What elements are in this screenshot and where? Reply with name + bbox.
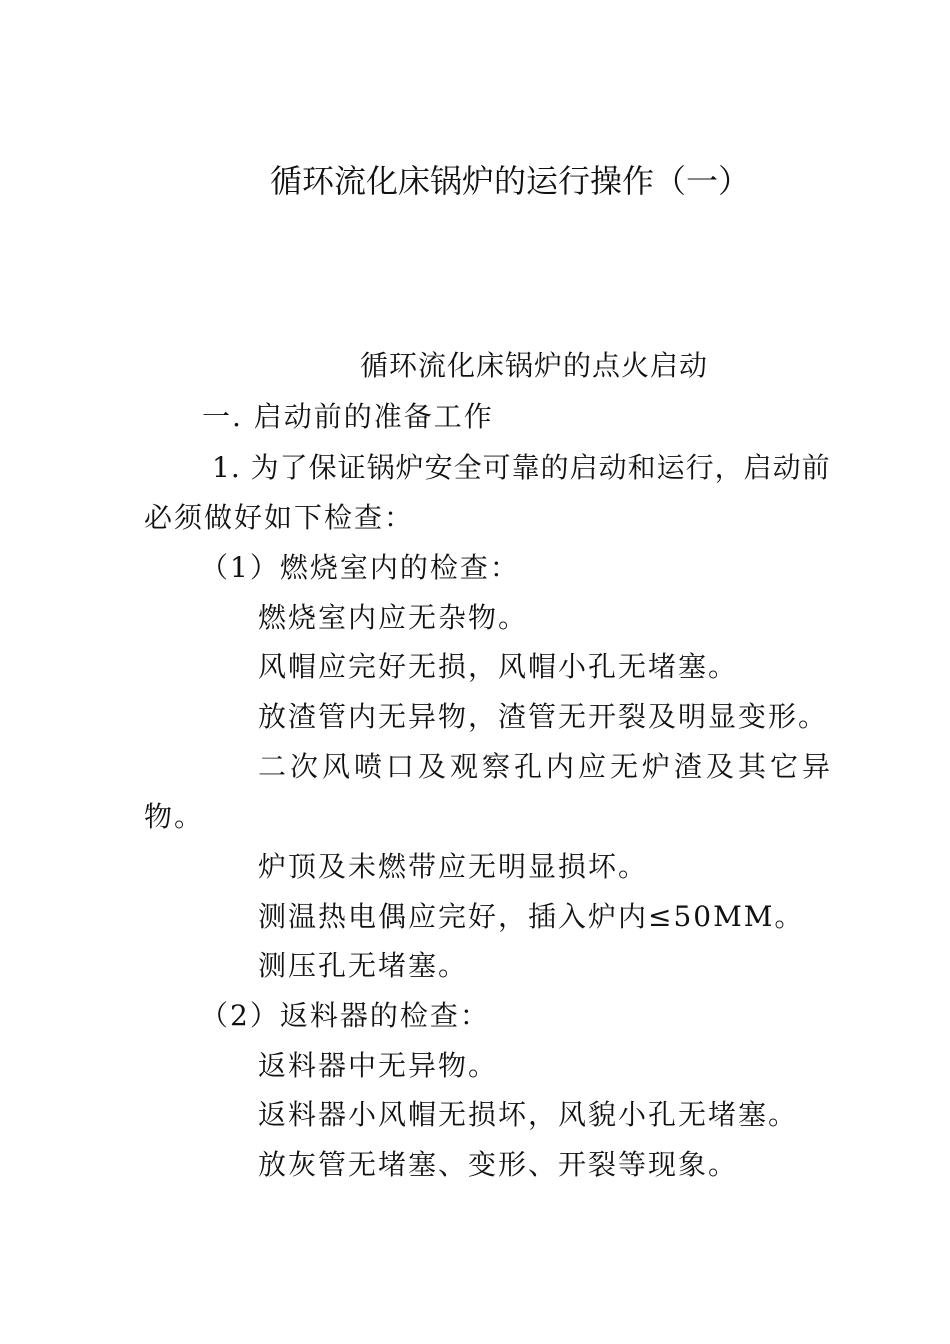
text-line: 炉顶及未燃带应无明显损坏。 bbox=[258, 850, 649, 883]
text-line: 测温热电偶应完好，插入炉内≤50MM。 bbox=[258, 900, 805, 933]
text-line: 测压孔无堵塞。 bbox=[258, 949, 469, 982]
text-line: 放渣管内无异物，渣管无开裂及明显变形。 bbox=[258, 700, 829, 733]
text-line: 风帽应完好无损，风帽小孔无堵塞。 bbox=[258, 650, 739, 683]
text-line: 返料器小风帽无损坏，风貌小孔无堵塞。 bbox=[258, 1098, 799, 1131]
text-line: 返料器中无异物。 bbox=[258, 1049, 499, 1082]
text-line: 物。 bbox=[144, 800, 205, 833]
text-line: 二次风喷口及观察孔内应无炉渣及其它异 bbox=[258, 750, 835, 783]
text-line: 燃烧室内应无杂物。 bbox=[258, 601, 529, 634]
text-line: 必须做好如下检查： bbox=[144, 501, 415, 534]
text-line: 1. 为了保证锅炉安全可靠的启动和运行，启动前 bbox=[212, 451, 831, 484]
text-line: （1）燃烧室内的检查： bbox=[200, 551, 520, 584]
document-title: 循环流化床锅炉的运行操作（一） bbox=[269, 162, 750, 200]
text-line: 放灰管无堵塞、变形、开裂等现象。 bbox=[258, 1148, 739, 1181]
text-line: （2）返料器的检查： bbox=[200, 999, 490, 1032]
text-line: 一. 启动前的准备工作 bbox=[202, 400, 494, 433]
section-subtitle: 循环流化床锅炉的点火启动 bbox=[360, 349, 709, 382]
